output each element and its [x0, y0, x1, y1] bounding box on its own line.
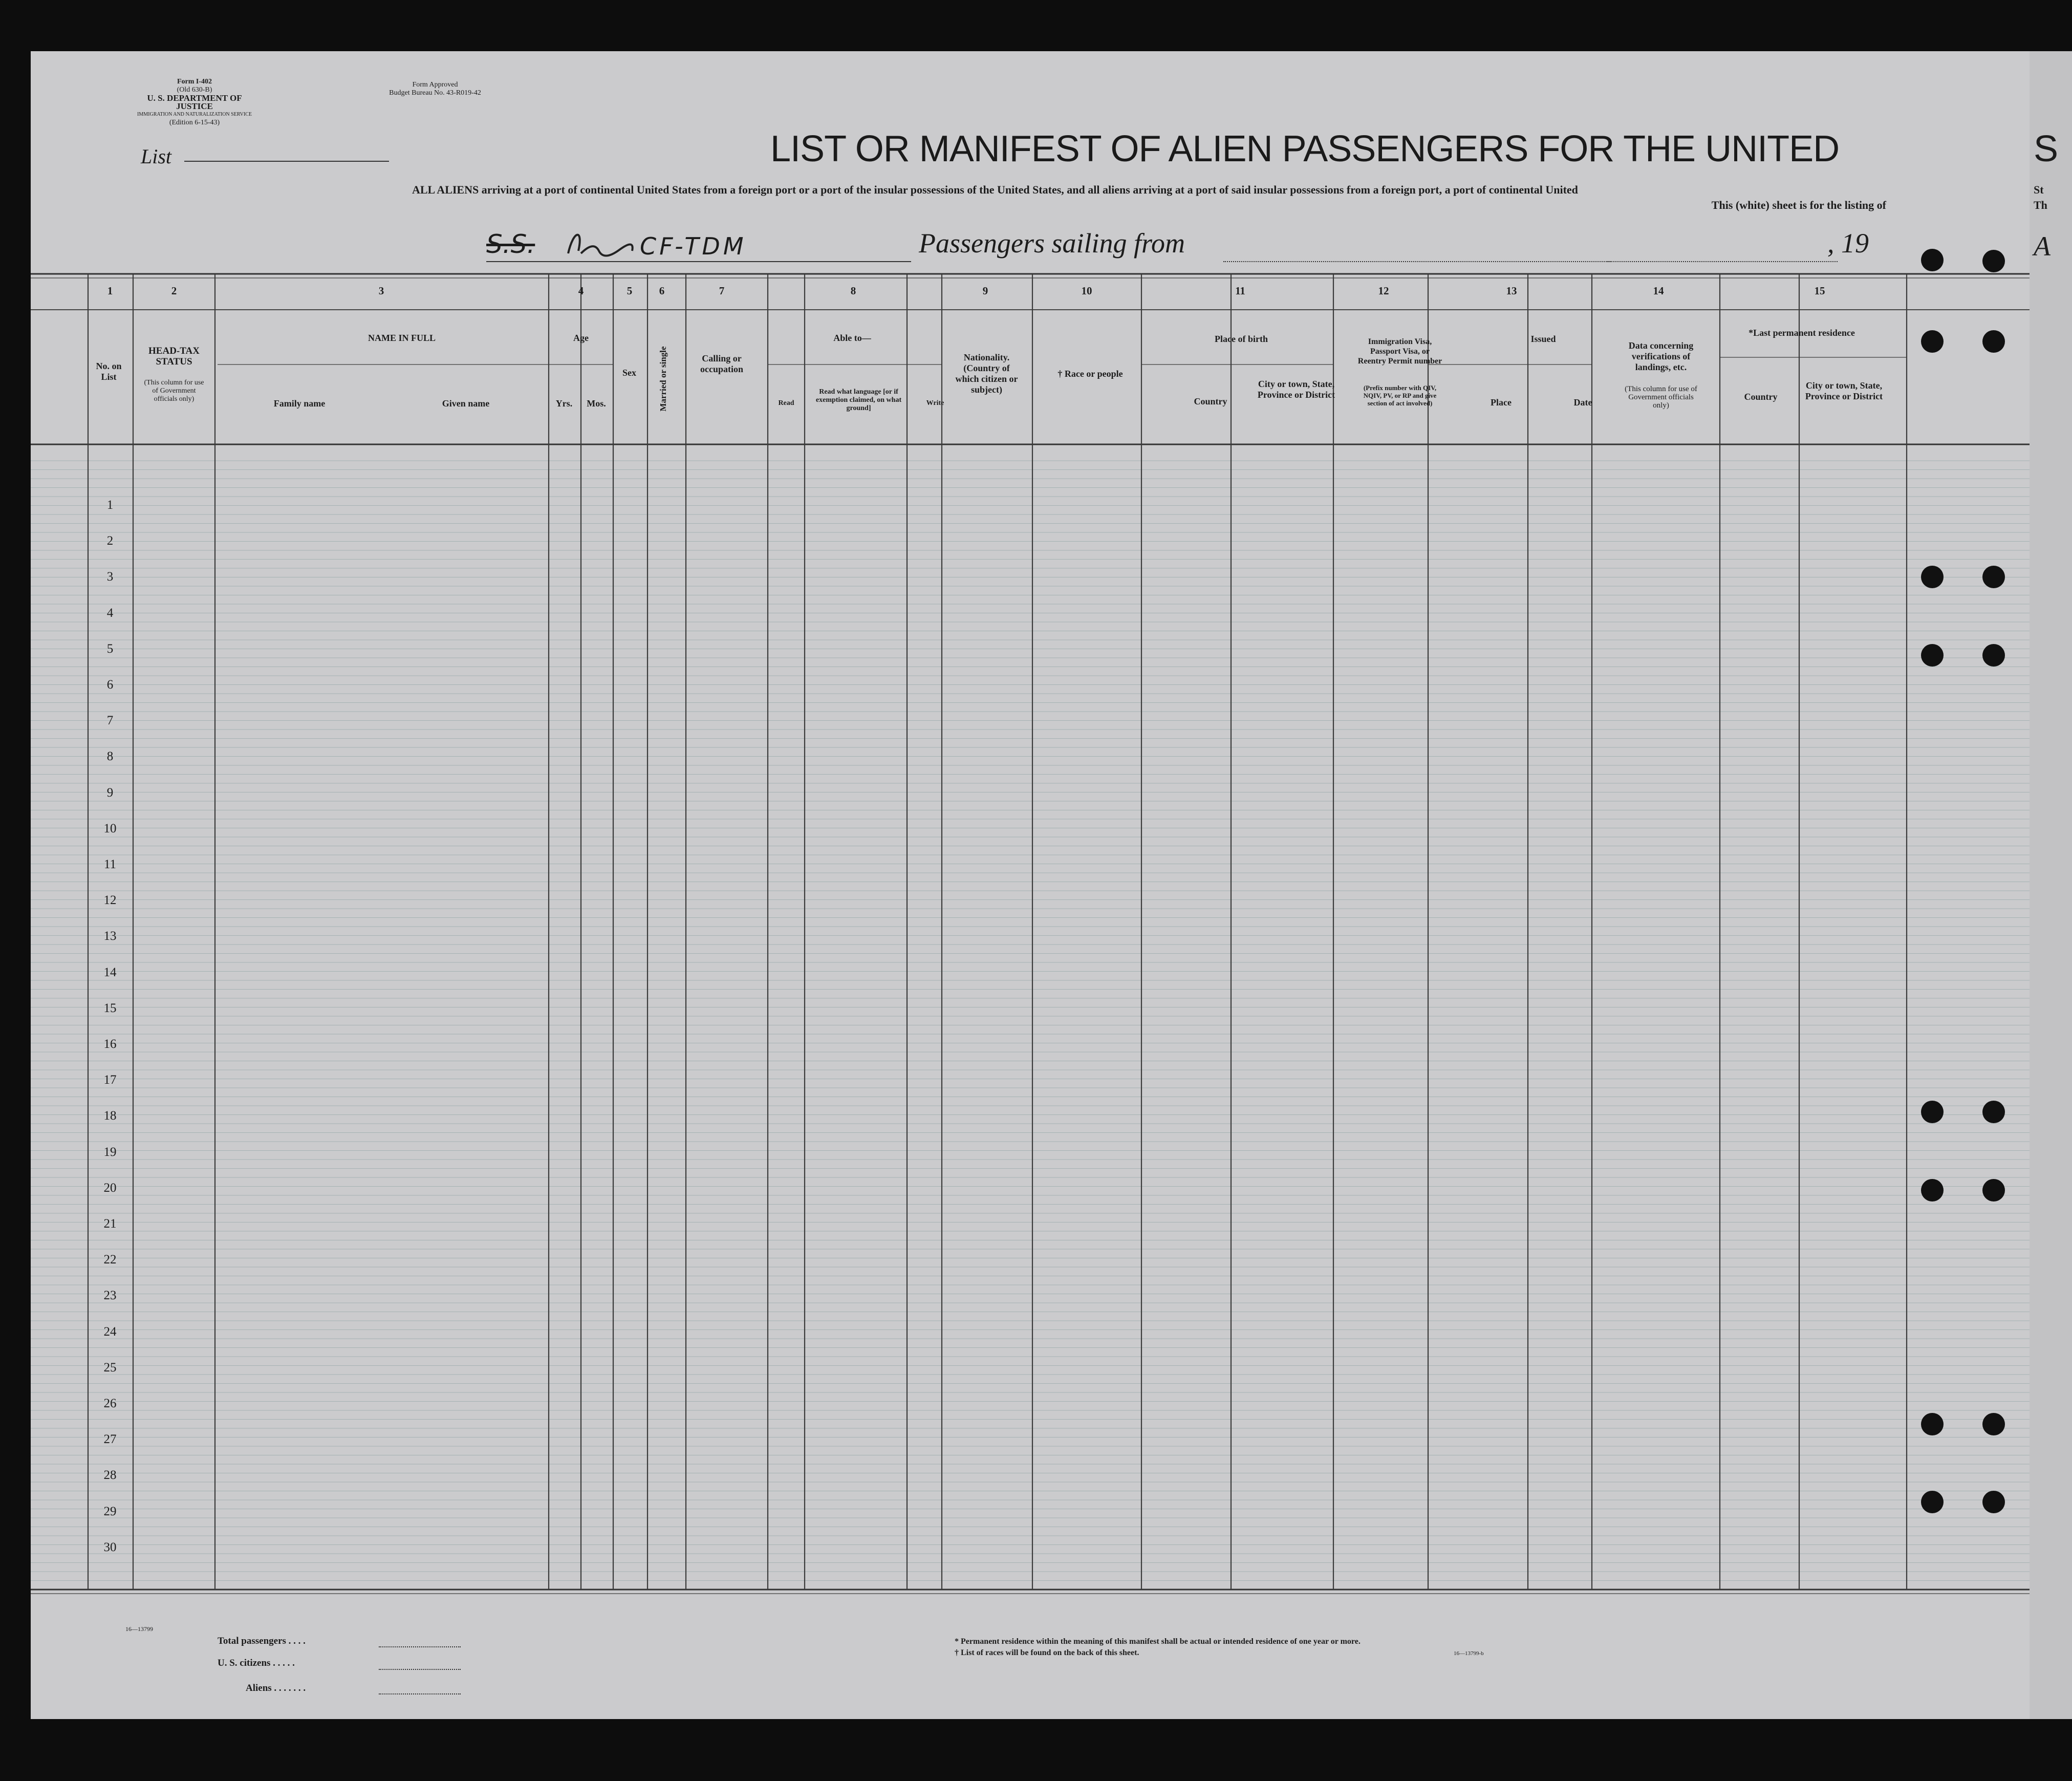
printer-code: 16—13799: [125, 1625, 153, 1633]
col-number-2: 2: [171, 285, 177, 297]
aliens-label: Aliens . . . . . . .: [246, 1683, 306, 1693]
row-number: 17: [103, 1073, 117, 1087]
col-head-able-to: Able to—: [833, 333, 871, 343]
row-number: 16: [103, 1037, 117, 1051]
list-label: List: [141, 145, 172, 168]
col-head-married: Married or single: [658, 346, 668, 412]
row-number: 3: [106, 570, 114, 584]
footnote-races: † List of races will be found on the back of this sheet.: [955, 1648, 1139, 1657]
binder-hole: [1982, 644, 2005, 667]
service-name: IMMIGRATION AND NATURALIZATION SERVICE: [137, 112, 252, 117]
binder-hole: [1982, 566, 2005, 588]
manifest-title: LIST OR MANIFEST OF ALIEN PASSENGERS FOR THE UNITED: [770, 128, 1840, 169]
ship-name: CF-TDM: [640, 232, 747, 260]
col-number-3: 3: [378, 285, 384, 297]
col-number-6: 6: [659, 285, 665, 297]
row-number: 28: [103, 1468, 117, 1483]
col-number-5: 5: [627, 285, 633, 297]
row-number: 6: [106, 678, 114, 692]
row-number: 1: [106, 498, 114, 512]
col-head-head-tax-note: (This column for use of Government officials only): [144, 379, 204, 403]
year-label: , 19: [1827, 228, 1869, 259]
department-name: U. S. DEPARTMENT OF JUSTICE: [147, 93, 242, 111]
edge-letters-th: Th: [2034, 199, 2047, 211]
col-head-issued: Issued: [1530, 334, 1556, 344]
footnote-permanent-residence: * Permanent residence within the meaning of this manifest shall be actual or intended residence of one year or more.: [955, 1637, 1361, 1646]
sailing-label: Passengers sailing from: [919, 228, 1185, 259]
col-number-4: 4: [578, 285, 584, 297]
col-number-9: 9: [982, 285, 988, 297]
col-head-yrs: Yrs.: [555, 398, 573, 409]
row-number: 29: [103, 1504, 117, 1518]
old-form-number: (Old 630-B): [177, 86, 212, 94]
aliens-blank: [379, 1693, 461, 1694]
col-head-no-on-list: No. on List: [96, 361, 122, 382]
col-number-14: 14: [1653, 285, 1664, 297]
binder-hole: [1982, 1179, 2005, 1201]
col-head-read-language: Read what language [or if exemption claimed, on what ground]: [815, 388, 902, 412]
row-number: 10: [103, 821, 117, 835]
row-number: 24: [103, 1324, 117, 1339]
binder-hole: [1982, 1413, 2005, 1435]
col-number-11: 11: [1235, 285, 1245, 297]
col-head-mos: Mos.: [587, 398, 606, 409]
binder-hole: [1921, 1101, 1944, 1123]
col-head-place-of-birth: Place of birth: [1215, 334, 1268, 344]
col-number-13: 13: [1506, 285, 1517, 297]
row-number: 12: [103, 893, 117, 908]
col-head-head-tax: HEAD-TAX STATUS: [148, 346, 200, 367]
col-head-calling: Calling or occupation: [700, 353, 743, 374]
adjacent-page-edge: [2030, 51, 2072, 1719]
binder-hole: [1921, 249, 1944, 271]
form-approved: Form Approved: [412, 81, 458, 89]
binder-hole: [1921, 566, 1944, 588]
binder-hole: [1921, 330, 1944, 353]
row-number: 27: [103, 1432, 117, 1447]
col-number-10: 10: [1081, 285, 1092, 297]
manifest-grid: [31, 51, 2030, 1719]
total-passengers-label: Total passengers . . . .: [218, 1636, 306, 1646]
row-number: 23: [103, 1289, 117, 1303]
col-head-age: Age: [573, 333, 589, 343]
row-number: 5: [106, 641, 114, 656]
subtitle-line-1: ALL ALIENS arriving at a port of continental United States from a foreign port or a port of the insular possessions of the United States, and all aliens arriving at a port of said insular possessions from a foreign port, a port of continental United: [412, 183, 1578, 196]
col-head-name-in-full: NAME IN FULL: [368, 333, 436, 343]
col-head-write: Write: [926, 399, 944, 407]
binder-hole: [1921, 1179, 1944, 1201]
col-head-family-name: Family name: [273, 398, 326, 409]
row-number: 18: [103, 1109, 117, 1123]
col-head-res-country: Country: [1744, 392, 1778, 402]
col-head-birth-city: City or town, State, Province or District: [1257, 379, 1335, 400]
col-head-nationality: Nationality. (Country of which citizen or subject): [955, 352, 1018, 395]
row-number: 14: [103, 965, 117, 979]
row-number: 20: [103, 1181, 117, 1195]
edge-letter-s: S: [2034, 128, 2059, 169]
form-number: Form I-402: [177, 78, 212, 85]
row-number: 2: [106, 534, 114, 548]
row-number: 26: [103, 1397, 117, 1410]
binder-hole: [1982, 1101, 2005, 1123]
binder-hole: [1921, 1413, 1944, 1435]
edge-letters-st: St: [2034, 183, 2044, 196]
total-passengers-blank: [379, 1646, 461, 1647]
binder-hole: [1982, 1491, 2005, 1513]
row-number: 7: [106, 714, 114, 728]
edge-letter-a: A: [2034, 231, 2051, 262]
col-head-visa: Immigration Visa, Passport Visa, or Reentry Permit number: [1357, 337, 1442, 366]
row-number: 9: [106, 785, 114, 800]
col-number-1: 1: [107, 285, 113, 297]
col-head-res-city: City or town, State, Province or District: [1805, 380, 1883, 401]
us-citizens-blank: [379, 1669, 461, 1670]
row-number: 25: [103, 1360, 117, 1375]
row-number: 13: [103, 929, 117, 943]
row-number: 22: [103, 1253, 117, 1267]
edition: (Edition 6-15-43): [169, 119, 220, 126]
row-number: 11: [103, 857, 117, 871]
col-head-read: Read: [778, 399, 794, 407]
col-head-data-concerning: Data concerning verifications of landings, etc.: [1628, 340, 1694, 372]
manifest-sheet: [31, 51, 2030, 1719]
row-number: 8: [106, 749, 114, 764]
binder-hole: [1921, 1491, 1944, 1513]
col-head-sex: Sex: [622, 368, 636, 378]
col-head-birth-country: Country: [1194, 396, 1227, 406]
binder-hole: [1982, 330, 2005, 353]
us-citizens-label: U. S. citizens . . . . .: [218, 1658, 295, 1668]
row-number: 19: [103, 1145, 117, 1159]
binder-hole: [1982, 250, 2005, 272]
col-number-8: 8: [850, 285, 856, 297]
col-head-issued-place: Place: [1491, 397, 1512, 407]
row-number: 21: [103, 1217, 117, 1231]
subtitle-line-2: This (white) sheet is for the listing of: [1711, 199, 1886, 211]
col-number-7: 7: [719, 285, 725, 297]
col-head-last-residence: *Last permanent residence: [1749, 328, 1855, 338]
row-number: 15: [103, 1001, 117, 1015]
col-head-issued-date: Date: [1573, 397, 1592, 407]
col-head-race: † Race or people: [1057, 369, 1123, 379]
budget-bureau: Budget Bureau No. 43-R019-42: [389, 89, 481, 97]
row-number: 4: [106, 606, 114, 620]
binder-hole: [1921, 644, 1944, 667]
row-number: 30: [103, 1540, 117, 1554]
footer-code: 16—13799-b: [1454, 1650, 1484, 1657]
col-number-12: 12: [1378, 285, 1389, 297]
col-head-given-name: Given name: [442, 398, 490, 409]
col-number-15: 15: [1814, 285, 1825, 297]
col-head-visa-note: (Prefix number with QIV, NQIV, PV, or RP and give section of act involved): [1363, 384, 1437, 407]
col-head-data-note: (This column for use of Government officials only): [1625, 385, 1697, 410]
ship-prefix: S.S.: [486, 229, 535, 259]
